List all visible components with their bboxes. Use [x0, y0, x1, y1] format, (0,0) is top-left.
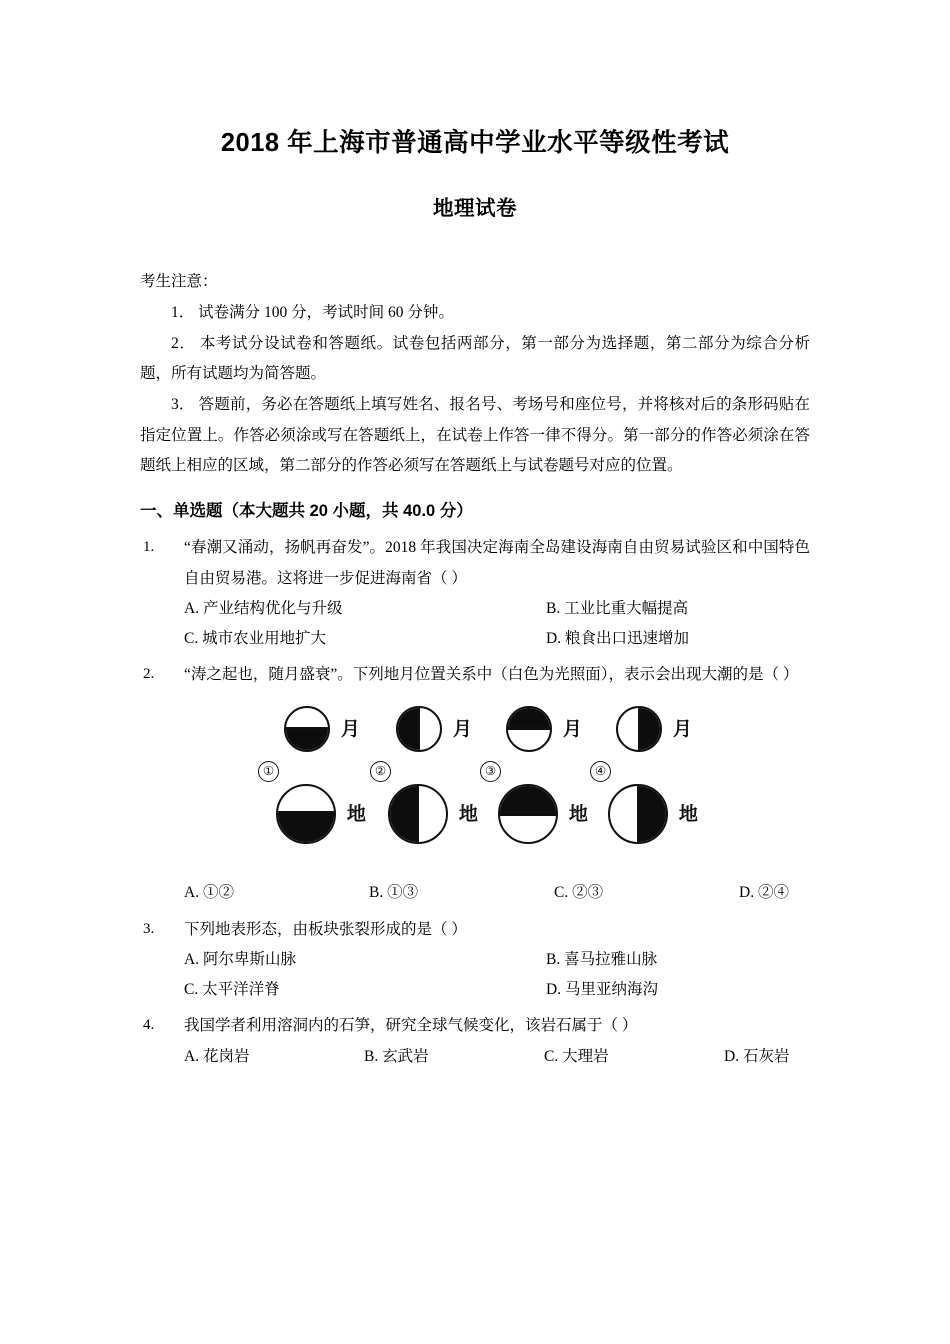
figure-group-2-earth-label: 地 [458, 803, 478, 825]
question-4-option-b[interactable] [364, 1042, 544, 1072]
question-2-option-d[interactable] [739, 878, 789, 908]
question-1-options [184, 594, 810, 654]
examinee-notice [140, 267, 810, 482]
option-d-text: 马里亚纳海沟 [564, 981, 658, 999]
question-3-option-d[interactable] [546, 975, 658, 1005]
figure-group-2 [370, 702, 482, 874]
figure-group-1 [258, 702, 370, 874]
figure-group-1-earth-label: 地 [346, 803, 366, 825]
figure-group-2-earth [388, 784, 478, 844]
question-1-options-row-ab [184, 594, 810, 624]
question-3-stem: 下列地表形态，由板块张裂形成的是（ ） [184, 920, 467, 938]
question-3-option-b[interactable] [546, 945, 657, 975]
figure-group-3-earth-label: 地 [568, 803, 588, 825]
figure-group-3-marker: ③ [480, 761, 501, 782]
moon-orb-icon [396, 706, 442, 752]
earth-orb-icon [608, 784, 668, 844]
option-a-label: A. [184, 884, 200, 902]
question-3-option-a[interactable] [184, 945, 546, 975]
option-d-text: 粮食出口迅速增加 [564, 630, 689, 647]
question-3 [140, 915, 810, 1006]
figure-group-3-moon-label: 月 [562, 718, 582, 740]
question-3-options-row-cd [184, 975, 810, 1005]
page-subtitle: 地理试卷 [433, 196, 517, 220]
option-a-label: A. [184, 950, 200, 968]
figure-group-2-moon [396, 706, 472, 752]
question-2 [140, 660, 810, 908]
option-c-text: 城市农业用地扩大 [202, 630, 327, 647]
notice-item-1: 1． 试卷满分 100 分，考试时间 60 分钟。 [171, 303, 454, 321]
figure-group-3 [480, 702, 592, 874]
option-c-label: C. [184, 630, 199, 647]
option-d-label: D. [739, 884, 755, 902]
question-2-stem: “涛之起也，随月盛衰”。下列地月位置关系中（白色为光照面），表示会出现大潮的是（ ） [184, 666, 799, 684]
question-4-number: 4. [143, 1017, 155, 1034]
option-b-text: 工业比重大幅提高 [564, 599, 689, 617]
option-b-label: B. [546, 950, 561, 968]
figure-group-4-earth-label: 地 [678, 803, 698, 825]
option-c-label: C. [554, 884, 569, 902]
option-a-label: A. [184, 599, 200, 617]
question-1-option-d[interactable] [546, 624, 689, 654]
option-c-label: C. [544, 1047, 559, 1065]
figure-group-4-marker: ④ [590, 761, 611, 782]
question-1 [140, 533, 810, 654]
question-1-option-a[interactable] [184, 594, 546, 624]
figure-group-1-moon-label: 月 [340, 718, 360, 740]
question-1-number: 1. [143, 539, 155, 556]
option-b-text: 玄武岩 [382, 1047, 429, 1065]
figure-group-4-moon-label: 月 [672, 718, 692, 740]
question-2-option-c[interactable] [554, 878, 739, 908]
earth-orb-icon [498, 784, 558, 844]
earth-moon-position-figure [140, 702, 810, 874]
option-b-label: B. [369, 884, 384, 902]
question-4-option-a[interactable] [184, 1042, 364, 1072]
option-c-text: 太平洋洋脊 [202, 981, 280, 999]
section-heading-single-choice: 一、单选题（本大题共 20 小题，共 40.0 分） [140, 502, 473, 520]
question-4-options-row [184, 1042, 810, 1072]
option-d-label: D. [546, 981, 562, 999]
option-a-text: ①② [202, 884, 234, 902]
moon-orb-icon [506, 706, 552, 752]
question-2-options-row [184, 878, 810, 908]
figure-group-1-marker: ① [258, 761, 279, 782]
question-3-options-row-ab [184, 945, 810, 975]
figure-group-1-moon [284, 706, 360, 752]
option-b-label: B. [364, 1047, 379, 1065]
notice-heading: 考生注意： [140, 273, 218, 291]
question-4-option-d[interactable] [724, 1042, 909, 1072]
earth-orb-icon [388, 784, 448, 844]
option-b-text: 喜马拉雅山脉 [564, 950, 658, 968]
question-4-options [184, 1042, 810, 1072]
question-1-options-row-cd [184, 624, 810, 654]
option-b-text: ①③ [387, 884, 419, 902]
page-title: 2018 年上海市普通高中学业水平等级性考试 [220, 129, 730, 157]
moon-orb-icon [284, 706, 330, 752]
question-4-option-c[interactable] [544, 1042, 724, 1072]
option-d-label: D. [724, 1047, 740, 1065]
option-c-label: C. [184, 981, 199, 999]
question-4-stem: 我国学者利用溶洞内的石笋，研究全球气候变化，该岩石属于（ ） [184, 1017, 638, 1035]
question-2-option-b[interactable] [369, 878, 554, 908]
option-a-text: 花岗岩 [202, 1047, 250, 1065]
option-c-text: 大理岩 [562, 1047, 609, 1065]
option-a-text: 产业结构优化与升级 [202, 599, 343, 617]
question-2-options [184, 878, 810, 908]
figure-group-3-earth [498, 784, 588, 844]
option-d-text: 石灰岩 [742, 1047, 790, 1065]
figure-group-4 [590, 702, 702, 874]
notice-item-3: 3． 答题前，务必在答题纸上填写姓名、报名号、考场号和座位号，并将核对后的条形码贴在指定位置上。作答必须涂或写在答题纸上，在试卷上作答一律不得分。第一部分的作答必须涂在答题纸上相应的区域，第二部分的作答必须写在答题纸上与试卷题号对应的位置。 [140, 395, 810, 475]
figure-group-2-marker: ② [370, 761, 391, 782]
option-c-text: ②③ [572, 884, 604, 902]
question-2-option-a[interactable] [184, 878, 369, 908]
question-1-option-c[interactable] [184, 624, 546, 654]
option-b-label: B. [546, 599, 561, 617]
figure-group-2-moon-label: 月 [452, 718, 472, 740]
figure-group-4-earth [608, 784, 698, 844]
question-3-option-c[interactable] [184, 975, 546, 1005]
figure-group-1-earth [276, 784, 366, 844]
option-d-label: D. [546, 630, 562, 647]
question-2-number: 2. [143, 666, 155, 683]
option-a-text: 阿尔卑斯山脉 [202, 950, 296, 968]
question-1-stem: “春潮又涌动，扬帆再奋发”。2018 年我国决定海南全岛建设海南自由贸易试验区和中国特色自由贸易港。这将进一步促进海南省（ ） [184, 539, 810, 587]
question-3-options [184, 945, 810, 1005]
question-4 [140, 1011, 810, 1071]
option-a-label: A. [184, 1047, 200, 1065]
moon-orb-icon [616, 706, 662, 752]
question-3-number: 3. [143, 920, 155, 937]
notice-item-2: 2． 本考试分设试卷和答题纸。试卷包括两部分，第一部分为选择题，第二部分为综合分析题，所有试题均为简答题。 [140, 334, 810, 383]
figure-group-4-moon [616, 706, 692, 752]
earth-orb-icon [276, 784, 336, 844]
question-1-option-b[interactable] [546, 594, 688, 624]
option-d-text: ②④ [757, 884, 789, 902]
figure-group-3-moon [506, 706, 582, 752]
